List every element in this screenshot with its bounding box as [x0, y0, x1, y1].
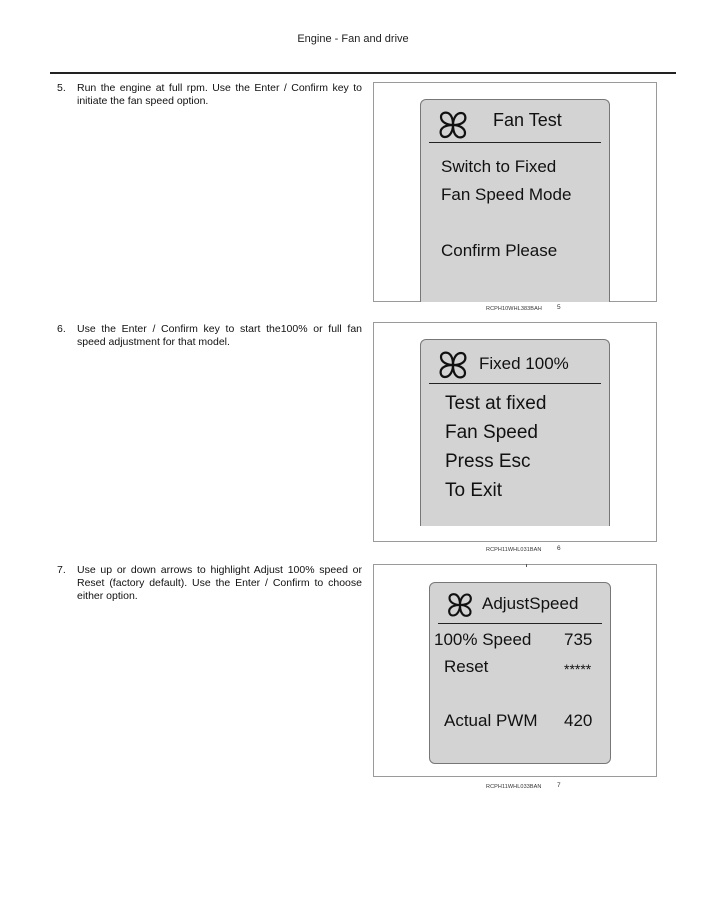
pwm-label: Actual PWM [444, 711, 538, 730]
fan-icon [437, 109, 469, 141]
lcd-line: To Exit [445, 480, 503, 501]
lcd-line: Press Esc [445, 451, 531, 472]
lcd-title: Fixed 100% [479, 354, 569, 373]
reset-label: Reset [444, 657, 489, 676]
figure-number: 5 [557, 304, 561, 311]
figure-5 [373, 82, 657, 302]
lcd-title: AdjustSpeed [482, 594, 579, 613]
lcd-divider [429, 383, 601, 384]
speed-value: 735 [564, 630, 593, 649]
reset-value: ***** [564, 661, 592, 677]
lcd-line: Fan Speed Mode [441, 185, 572, 204]
fan-icon [437, 349, 469, 381]
step-5-instruction [57, 82, 362, 108]
lcd-screen [429, 582, 611, 764]
lcd-screen [420, 339, 610, 526]
step-number: 5. [57, 82, 66, 94]
pwm-value: 420 [564, 711, 593, 730]
figure-code: RCPH11WHL031BAN [486, 547, 542, 553]
page-title: Engine - Fan and drive [297, 33, 409, 45]
lcd-title: Fan Test [493, 110, 562, 130]
figure-number: 7 [557, 782, 561, 789]
tick-mark [526, 564, 527, 567]
lcd-screen [420, 99, 610, 302]
step-number: 7. [57, 564, 66, 576]
fan-icon [446, 591, 474, 619]
figure-code: RCPH11WHL033BAN [486, 784, 542, 790]
lcd-divider [429, 142, 601, 143]
lcd-line: Fan Speed [445, 422, 538, 443]
step-text: Run the engine at full rpm. Use the Enter / Confirm key to initiate the fan speed option. [77, 82, 362, 107]
step-6-instruction [57, 323, 362, 349]
lcd-line: Confirm Please [441, 241, 558, 260]
figure-code: RCPH10WHL383BAH [486, 306, 542, 312]
lcd-divider [438, 623, 602, 624]
figure-6 [373, 322, 657, 542]
step-7-instruction [57, 564, 362, 603]
figure-7 [373, 564, 657, 777]
figure-number: 6 [557, 545, 561, 552]
step-text: Use up or down arrows to highlight Adjust 100% speed or Reset (factory default). Use the Enter / Confirm to choose either option. [77, 564, 362, 602]
header-divider [50, 72, 676, 74]
step-number: 6. [57, 323, 66, 335]
lcd-line: Test at fixed [445, 393, 547, 414]
step-text: Use the Enter / Confirm key to start the100% or full fan speed adjustment for that model. [77, 323, 362, 348]
speed-label: 100% Speed [434, 630, 532, 649]
lcd-line: Switch to Fixed [441, 157, 557, 176]
